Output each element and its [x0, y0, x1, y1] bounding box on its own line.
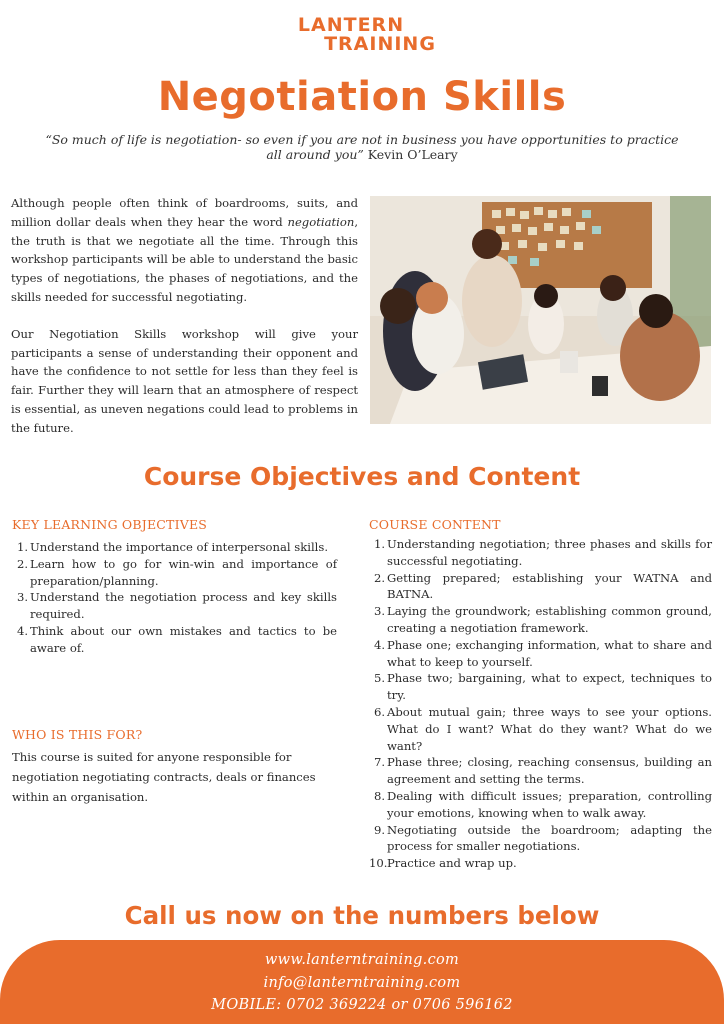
list-item-number: 10.: [369, 856, 388, 871]
list-item-number: 8.: [373, 788, 385, 803]
list-item-text: Dealing with difficult issues; preparation, controlling your emotions, knowing when to walk away.: [387, 788, 712, 820]
section-title: Course Objectives and Content: [143, 462, 581, 491]
intro-text: [11, 194, 358, 438]
list-item: [12, 556, 337, 590]
list-item: [12, 589, 337, 623]
list-item: [12, 623, 337, 657]
call-to-action: Call us now on the numbers below: [124, 901, 600, 930]
list-item-text: Phase one; exchanging information, what to share and what to keep to yourself.: [387, 637, 712, 669]
objectives-heading: KEY LEARNING OBJECTIVES: [12, 517, 208, 532]
quote-author: Kevin O’Leary: [367, 147, 458, 162]
list-item-text: Understanding negotiation; three phases and skills for successful negotiating.: [387, 537, 712, 568]
list-item: [369, 788, 712, 822]
intro-p1-end: , the truth is that we negotiate all the time. Through this workshop participants will be able to understand the basic types of negotiations, the phases of negotiations, and the skills needed for successful negotiating.: [11, 214, 358, 304]
list-item-text: Phase two; bargaining, what to expect, techniques to try.: [387, 671, 712, 703]
list-item-number: 5.: [373, 671, 385, 686]
list-item-number: 1.: [16, 540, 28, 554]
mobile-numbers: MOBILE: 0702 369224 or 0706 596162: [211, 997, 513, 1013]
audience-text: This course is suited for anyone responsible for negotiation negotiating contracts, deals or finances within an organisation.: [12, 750, 316, 804]
course-content-heading: COURSE CONTENT: [369, 517, 501, 532]
list-item: [369, 704, 712, 754]
logo-line-2: TRAINING: [324, 33, 436, 55]
quote: [40, 132, 684, 162]
page-title: Negotiation Skills: [157, 74, 567, 120]
list-item-number: 3.: [373, 604, 385, 619]
logo: [0, 16, 724, 54]
meeting-photo: [370, 196, 711, 424]
list-item: [369, 822, 712, 856]
list-item-number: 9.: [373, 822, 385, 837]
intro-p1-start: Although people often think of boardrooms, suits, and million dollar deals when they hear the word: [11, 196, 358, 229]
list-item: [369, 754, 712, 788]
website-link[interactable]: www.lanterntraining.com: [264, 952, 460, 968]
list-item-text: Practice and wrap up.: [387, 856, 517, 871]
list-item-number: 2.: [16, 556, 28, 571]
audience-heading: WHO IS THIS FOR?: [12, 727, 143, 742]
intro-paragraph-2: Our Negotiation Skills workshop will give your participants a sense of understanding their opponent and have the confidence to not settle for less than they feel is fair. Further they will learn that an atmosphere of respect is essential, as uneven negations could lead to problems in the future.: [11, 326, 358, 435]
email-link[interactable]: info@lanterntraining.com: [263, 975, 461, 991]
list-item-number: 7.: [373, 755, 385, 770]
intro-paragraph-1: [11, 194, 358, 307]
list-item-number: 4.: [373, 637, 385, 652]
list-item-number: 2.: [373, 570, 385, 585]
objectives-list: [12, 539, 337, 657]
meeting-photo-illustration: [370, 196, 711, 424]
list-item-text: Learn how to go for win-win and importance of preparation/planning.: [30, 556, 337, 588]
list-item-text: Think about our own mistakes and tactics to be aware of.: [30, 623, 337, 655]
quote-text: “So much of life is negotiation- so even if you are not in business you have opportunities to practice all around you”: [45, 132, 679, 162]
list-item-text: Negotiating outside the boardroom; adapting the process for smaller negotiations.: [387, 822, 712, 854]
list-item-number: 6.: [373, 704, 385, 719]
list-item-text: Getting prepared; establishing your WATNA and BATNA.: [387, 570, 712, 602]
list-item-number: 1.: [373, 537, 385, 551]
intro-p1-emphasis: negotiation: [287, 214, 355, 229]
course-content-list: [369, 536, 712, 872]
list-item: [369, 670, 712, 704]
list-item: [369, 855, 712, 872]
list-item-text: Laying the groundwork; establishing common ground, creating a negotiation framework.: [387, 604, 712, 635]
logo-line-1: LANTERN: [297, 14, 405, 36]
list-item: [369, 603, 712, 637]
list-item-text: About mutual gain; three ways to see your options. What do I want? What do they want? What do we want?: [387, 704, 712, 753]
list-item: [369, 637, 712, 671]
list-item-text: Understand the importance of interpersonal skills.: [30, 540, 329, 554]
list-item: [12, 539, 337, 556]
list-item: [369, 570, 712, 604]
list-item: [369, 536, 712, 570]
list-item-text: Phase three; closing, reaching consensus, building an agreement and setting the terms.: [387, 755, 712, 787]
list-item-text: Understand the negotiation process and key skills required.: [30, 590, 337, 622]
list-item-number: 3.: [16, 590, 28, 605]
list-item-number: 4.: [16, 623, 28, 638]
